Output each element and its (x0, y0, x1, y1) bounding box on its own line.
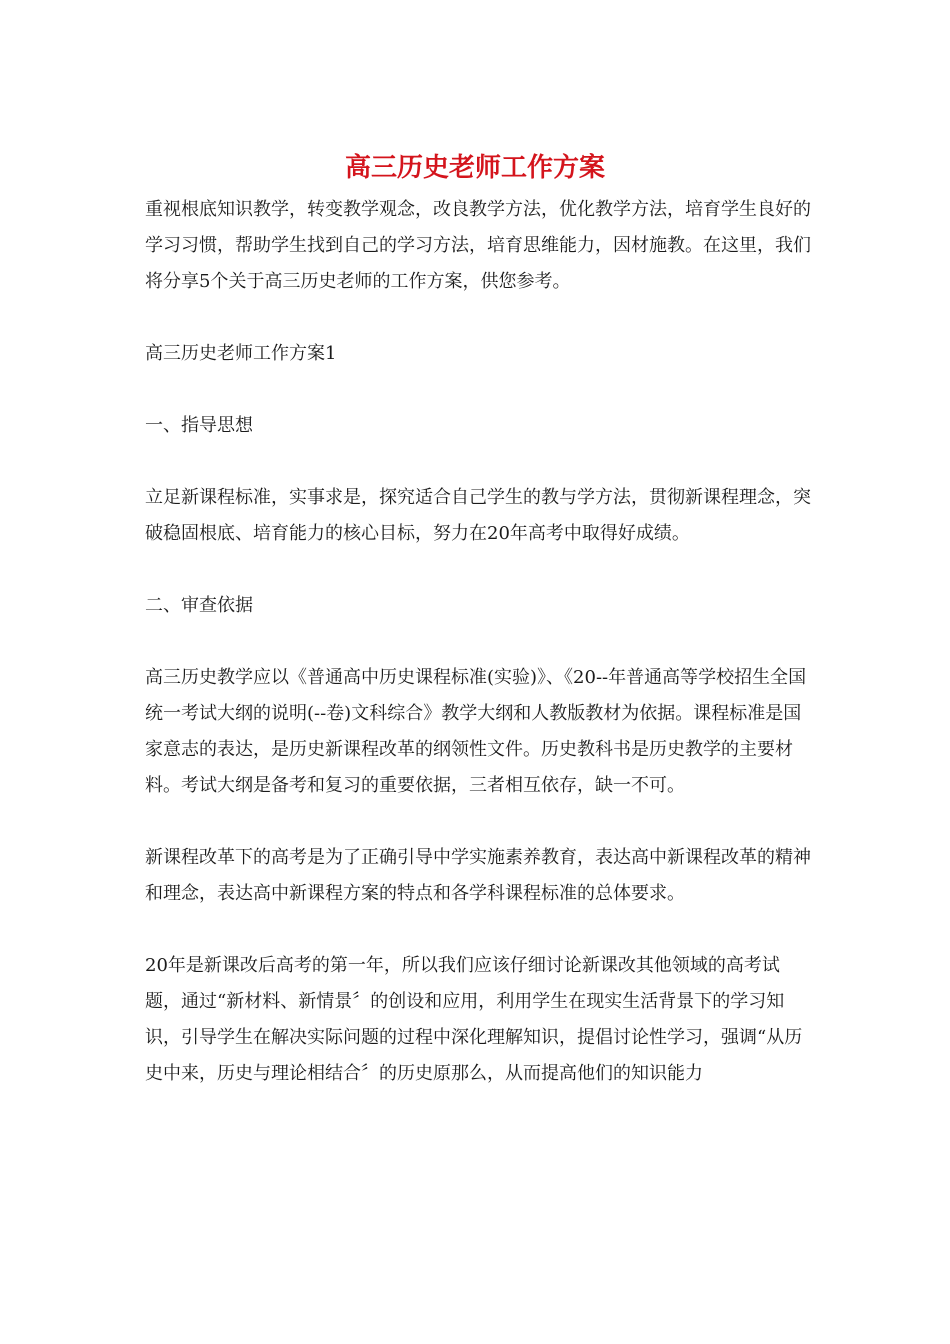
plan-heading: 高三历史老师工作方案1 (145, 343, 337, 364)
intro-paragraph: 重视根底知识教学，转变教学观念，改良教学方法，优化教学方法，培育学生良好的学习习惯，帮助学生找到自己的学习方法，培育思维能力，因材施教。在这里，我们将分享5个关于高三历史老师的工作方案，供您参考。 (145, 199, 811, 292)
document-body (145, 192, 815, 1092)
paragraph-spacer (145, 300, 815, 336)
section2-paragraph-3: 20年是新课改后高考的第一年，所以我们应该仔细讨论新课改其他领域的高考试题，通过“新材料、新情景〞的创设和应用，利用学生在现实生活背景下的学习知识，引导学生在解决实际问题的过程中深化理解知识，提倡讨论性学习，强调“从历史中来，历史与理论相结合〞的历史原那么，从而提高他们的知识能力 (145, 955, 803, 1084)
section1-heading: 一、指导思想 (145, 415, 253, 436)
section2-heading: 二、审查依据 (145, 595, 253, 616)
paragraph-spacer (145, 372, 815, 408)
section2-paragraph-2: 新课程改革下的高考是为了正确引导中学实施素养教育，表达高中新课程改革的精神和理念，表达高中新课程方案的特点和各学科课程标准的总体要求。 (145, 847, 811, 904)
paragraph-spacer (145, 444, 815, 480)
section2-paragraph-1: 高三历史教学应以《普通高中历史课程标准(实验)》、《20--年普通高等学校招生全国统一考试大纲的说明(--卷)文科综合》教学大纲和人教版教材为依据。课程标准是国家意志的表达，是历史新课程改革的纲领性文件。历史教科书是历史教学的主要材料。考试大纲是备考和复习的重要依据，三者相互依存，缺一不可。 (145, 667, 807, 796)
paragraph-spacer (145, 804, 815, 840)
section1-paragraph: 立足新课程标准，实事求是，探究适合自己学生的教与学方法，贯彻新课程理念，突破稳固根底、培育能力的核心目标，努力在20年高考中取得好成绩。 (145, 487, 811, 544)
document-title: 高三历史老师工作方案 (344, 153, 605, 183)
paragraph-spacer (145, 552, 815, 588)
paragraph-spacer (145, 912, 815, 948)
paragraph-spacer (145, 624, 815, 660)
